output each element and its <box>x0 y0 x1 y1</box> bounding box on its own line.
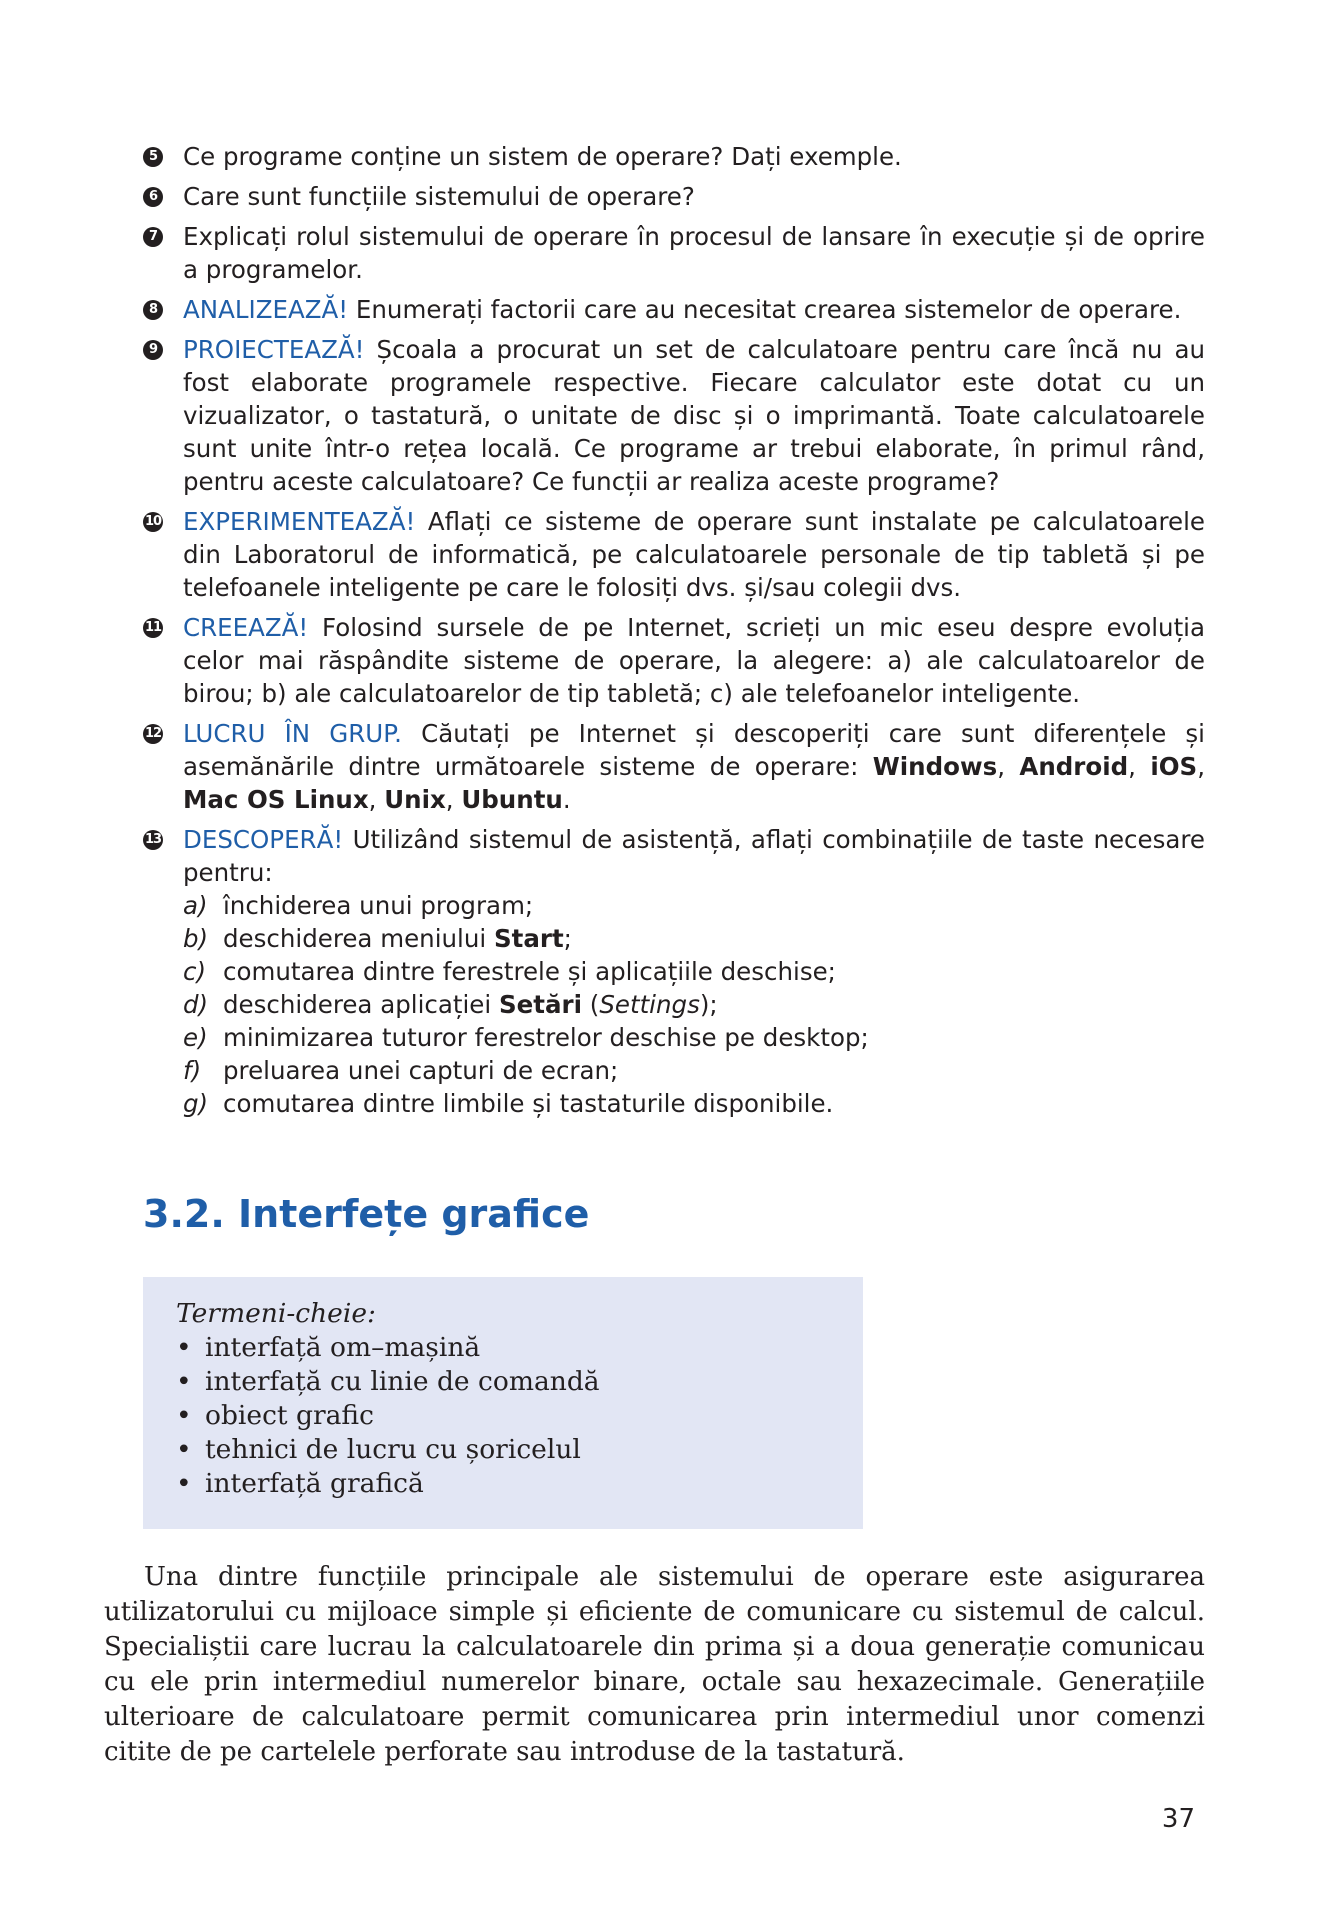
subitem-letter: e) <box>183 1023 208 1052</box>
key-terms-list <box>176 1331 863 1501</box>
exercise-item <box>143 293 1205 326</box>
exercise-number-badge: 12 <box>143 724 163 744</box>
exercise-subitem <box>183 889 1205 922</box>
exercise-text: , <box>1197 752 1205 781</box>
exercise-subitem <box>183 922 1205 955</box>
exercise-item <box>143 180 1205 213</box>
exercise-number-badge: 13 <box>143 830 163 850</box>
exercise-number-badge: 10 <box>143 512 163 532</box>
subitem-letter: c) <box>183 957 207 986</box>
exercise-text: comutarea dintre ferestrele și aplicațiile deschise; <box>223 957 836 986</box>
exercise-text: comutarea dintre limbile și tastaturile disponibile. <box>223 1089 834 1118</box>
exercise-text: preluarea unei capturi de ecran; <box>223 1056 619 1085</box>
exercise-item <box>143 333 1205 498</box>
exercise-text: închiderea unui program; <box>223 891 534 920</box>
subitem-letter: g) <box>183 1089 209 1118</box>
exercise-subitem <box>183 955 1205 988</box>
exercise-text: , <box>368 785 385 814</box>
subitem-letter: f) <box>183 1056 202 1085</box>
section-title: 3.2. Interfețe grafice <box>143 1192 590 1236</box>
key-term: • tehnici de lucru cu șoricelul <box>176 1433 863 1467</box>
exercise-list <box>143 140 1205 1127</box>
exercise-item <box>143 717 1205 816</box>
bold-term: Setări <box>498 990 582 1019</box>
exercise-text: deschiderea aplicației <box>223 990 499 1019</box>
bold-term: Android <box>1019 752 1129 781</box>
subitem-letter: d) <box>183 990 209 1019</box>
exercise-item <box>143 140 1205 173</box>
exercise-item <box>143 611 1205 710</box>
exercise-keyword: PROIECTEAZĂ! <box>183 335 365 364</box>
exercise-number-badge: 7 <box>143 227 163 247</box>
exercise-item <box>143 505 1205 604</box>
exercise-keyword: LUCRU ÎN GRUP. <box>183 719 402 748</box>
key-terms-title: Termeni-cheie: <box>176 1298 376 1329</box>
exercise-text: Enumerați factorii care au necesitat crearea sistemelor de operare. <box>348 295 1182 324</box>
exercise-keyword: DESCOPERĂ! <box>183 825 344 854</box>
exercise-number-badge: 6 <box>143 187 163 207</box>
key-term: • interfață cu linie de comandă <box>176 1365 863 1399</box>
exercise-keyword: CREEAZĂ! <box>183 613 309 642</box>
exercise-subitem <box>183 1087 1205 1120</box>
exercise-text: ); <box>699 990 718 1019</box>
key-term: • obiect grafic <box>176 1399 863 1433</box>
exercise-text: Care sunt funcțiile sistemului de operare? <box>183 182 695 211</box>
exercise-number-badge: 5 <box>143 147 163 167</box>
bold-term: Unix <box>384 785 446 814</box>
exercise-item <box>143 823 1205 1120</box>
exercise-number-badge: 8 <box>143 300 163 320</box>
bold-term: Mac OS Linux <box>183 785 369 814</box>
exercise-text: Utilizând sistemul de asistență, aflați combinațiile de taste necesare pentru: <box>183 825 1205 887</box>
exercise-keyword: EXPERIMENTEAZĂ! <box>183 507 416 536</box>
exercise-text: , <box>1128 752 1151 781</box>
exercise-text: Ce programe conține un sistem de operare? Dați exemple. <box>183 142 902 171</box>
key-term: • interfață om–mașină <box>176 1331 863 1365</box>
exercise-text: Explicați rolul sistemului de operare în procesul de lansare în execuție și de oprire a programelor. <box>183 222 1205 284</box>
exercise-number-badge: 9 <box>143 340 163 360</box>
bold-term: Windows <box>872 752 998 781</box>
body-paragraph: Una dintre funcțiile principale ale sistemului de operare este asigurarea utilizatorului cu mijloace simple și eficiente de comunicare cu sistemul de calcul. Specialiștii care lucrau la calculatoarele din prima și a doua generație comunicau cu ele prin intermediul numerelor binare, octale sau hexazecimale. Generațiile ulterioare de calculatoare permit comunicarea prin intermediul unor comenzi citite de pe cartelele perforate sau introduse de la tastatură. <box>104 1562 1205 1767</box>
bold-term: Start <box>493 924 564 953</box>
exercise-text: minimizarea tuturor ferestrelor deschise pe desktop; <box>223 1023 869 1052</box>
subitem-letter: a) <box>183 891 208 920</box>
exercise-text: deschiderea meniului <box>223 924 494 953</box>
exercise-number-badge: 11 <box>143 618 163 638</box>
exercise-subitem <box>183 988 1205 1021</box>
bold-term: iOS <box>1150 752 1198 781</box>
exercise-text: . <box>562 785 571 814</box>
exercise-keyword: ANALIZEAZĂ! <box>183 295 349 324</box>
exercise-text: , <box>997 752 1020 781</box>
exercise-item <box>143 220 1205 286</box>
key-term: • interfață grafică <box>176 1467 863 1501</box>
exercise-text: ; <box>563 924 572 953</box>
italic-term: Settings <box>599 990 700 1019</box>
key-terms-box <box>143 1277 863 1529</box>
exercise-text: Căutați pe Internet și descoperiți care sunt diferențele și asemănările dintre următoarele sisteme de operare: <box>183 719 1205 781</box>
subitem-letter: b) <box>183 924 209 953</box>
exercise-subitem <box>183 1021 1205 1054</box>
exercise-text: , <box>445 785 462 814</box>
exercise-text: Folosind sursele de pe Internet, scrieți un mic eseu despre evoluția celor mai răspândite sisteme de operare, la alegere: a) ale calculatoarelor de birou; b) ale calculatoarelor de tip tabletă; c) ale telefoanelor inteligente. <box>183 613 1205 708</box>
exercise-text: Aflați ce sisteme de operare sunt instalate pe calculatoarele din Laboratorul de informatică, pe calculatoarele personale de tip tabletă și pe telefoanele inteligente pe care le folosiți dvs. și/sau colegii dvs. <box>183 507 1205 602</box>
bold-term: Ubuntu <box>461 785 563 814</box>
exercise-text: Școala a procurat un set de calculatoare pentru care încă nu au fost elaborate programele respective. Fiecare calculator este dotat cu un vizualizator, o tastatură, o unitate de disc și o imprimantă. Toate calculatoarele sunt unite într-o rețea locală. Ce programe ar trebui elaborate, în primul rând, pentru aceste calculatoare? Ce funcții ar realiza aceste programe? <box>183 335 1205 496</box>
exercise-subitem <box>183 1054 1205 1087</box>
exercise-text: ( <box>581 990 600 1019</box>
page-number: 37 <box>1161 1804 1195 1834</box>
